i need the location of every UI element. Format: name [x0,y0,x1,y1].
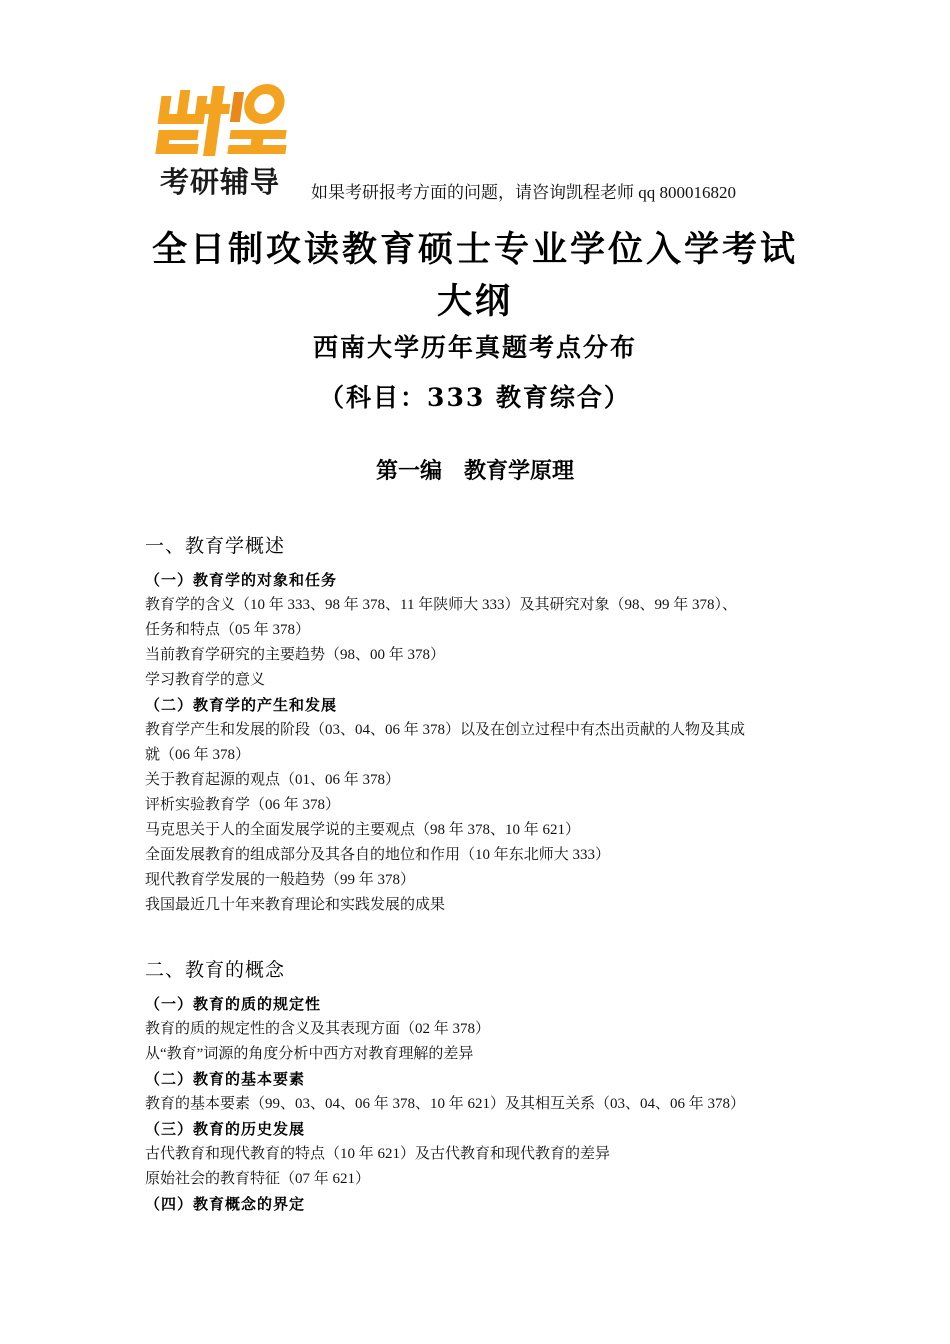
brand-logo [150,78,310,199]
list-item: 马克思关于人的全面发展学说的主要观点（98 年 378、10 年 621） [145,822,581,838]
contact-line: 如果考研报考方面的问题，请咨询凯程老师 qq 800016820 [311,183,736,202]
document-title: 全日制攻读教育硕士专业学位入学考试 [151,229,798,270]
list-item: 就（06 年 378） [145,747,251,763]
list-item: 现代教育学发展的一般趋势（99 年 378） [145,872,416,888]
syllabus-content [145,532,825,1217]
list-item: 当前教育学研究的主要趋势（98、00 年 378） [145,647,446,663]
sub-heading: （一）教育的质的规定性 [145,995,322,1013]
list-item: 古代教育和现代教育的特点（10 年 621）及古代教育和现代教育的差异 [145,1146,611,1162]
sub-heading: （四）教育概念的界定 [145,1195,306,1213]
list-item: 教育学的含义（10 年 333、98 年 378、11 年陕师大 333）及其研究对象（98、99 年 378）、 [145,597,737,613]
logo-subtitle: 考研辅导 [160,165,281,199]
kaicheng-logo-icon [150,78,300,158]
part-title: 第一编 教育学原理 [375,459,574,484]
list-item: 我国最近几十年来教育理论和实践发展的成果 [145,897,446,913]
document-subtitle: 西南大学历年真题考点分布 [312,333,637,362]
list-item: 学习教育学的意义 [145,672,266,688]
group-2-3 [145,1117,825,1192]
list-item: 从“教育”词源的角度分析中西方对教育理解的差异 [145,1046,474,1062]
sub-heading: （二）教育的基本要素 [145,1070,306,1088]
subject-label: （科目：333 教育综合） [319,383,631,412]
sub-heading: （三）教育的历史发展 [145,1120,306,1138]
list-item: 原始社会的教育特征（07 年 621） [145,1171,371,1187]
sub-heading: （一）教育学的对象和任务 [145,571,338,589]
group-2-4 [145,1192,825,1217]
list-item: 教育学产生和发展的阶段（03、04、06 年 378）以及在创立过程中有杰出贡献的人物及其成 [145,722,746,738]
list-item: 关于教育起源的观点（01、06 年 378） [145,772,401,788]
section-1 [145,532,825,918]
list-item: 任务和特点（05 年 378） [145,622,311,638]
group-1-1 [145,568,825,693]
list-item: 全面发展教育的组成部分及其各自的地位和作用（10 年东北师大 333） [145,847,611,863]
list-item: 教育的质的规定性的含义及其表现方面（02 年 378） [145,1021,491,1037]
sub-heading: （二）教育学的产生和发展 [145,696,338,714]
group-1-2 [145,693,825,918]
list-item: 教育的基本要素（99、03、04、06 年 378、10 年 621）及其相互关系（03、04、06 年 378） [145,1096,746,1112]
group-2-2 [145,1067,825,1117]
section-heading: 二、教育的概念 [145,959,286,981]
section-2 [145,956,825,1217]
list-item: 评析实验教育学（06 年 378） [145,797,341,813]
section-heading: 一、教育学概述 [145,535,286,557]
document-title-continued: 大纲 [436,281,513,322]
group-2-1 [145,992,825,1067]
